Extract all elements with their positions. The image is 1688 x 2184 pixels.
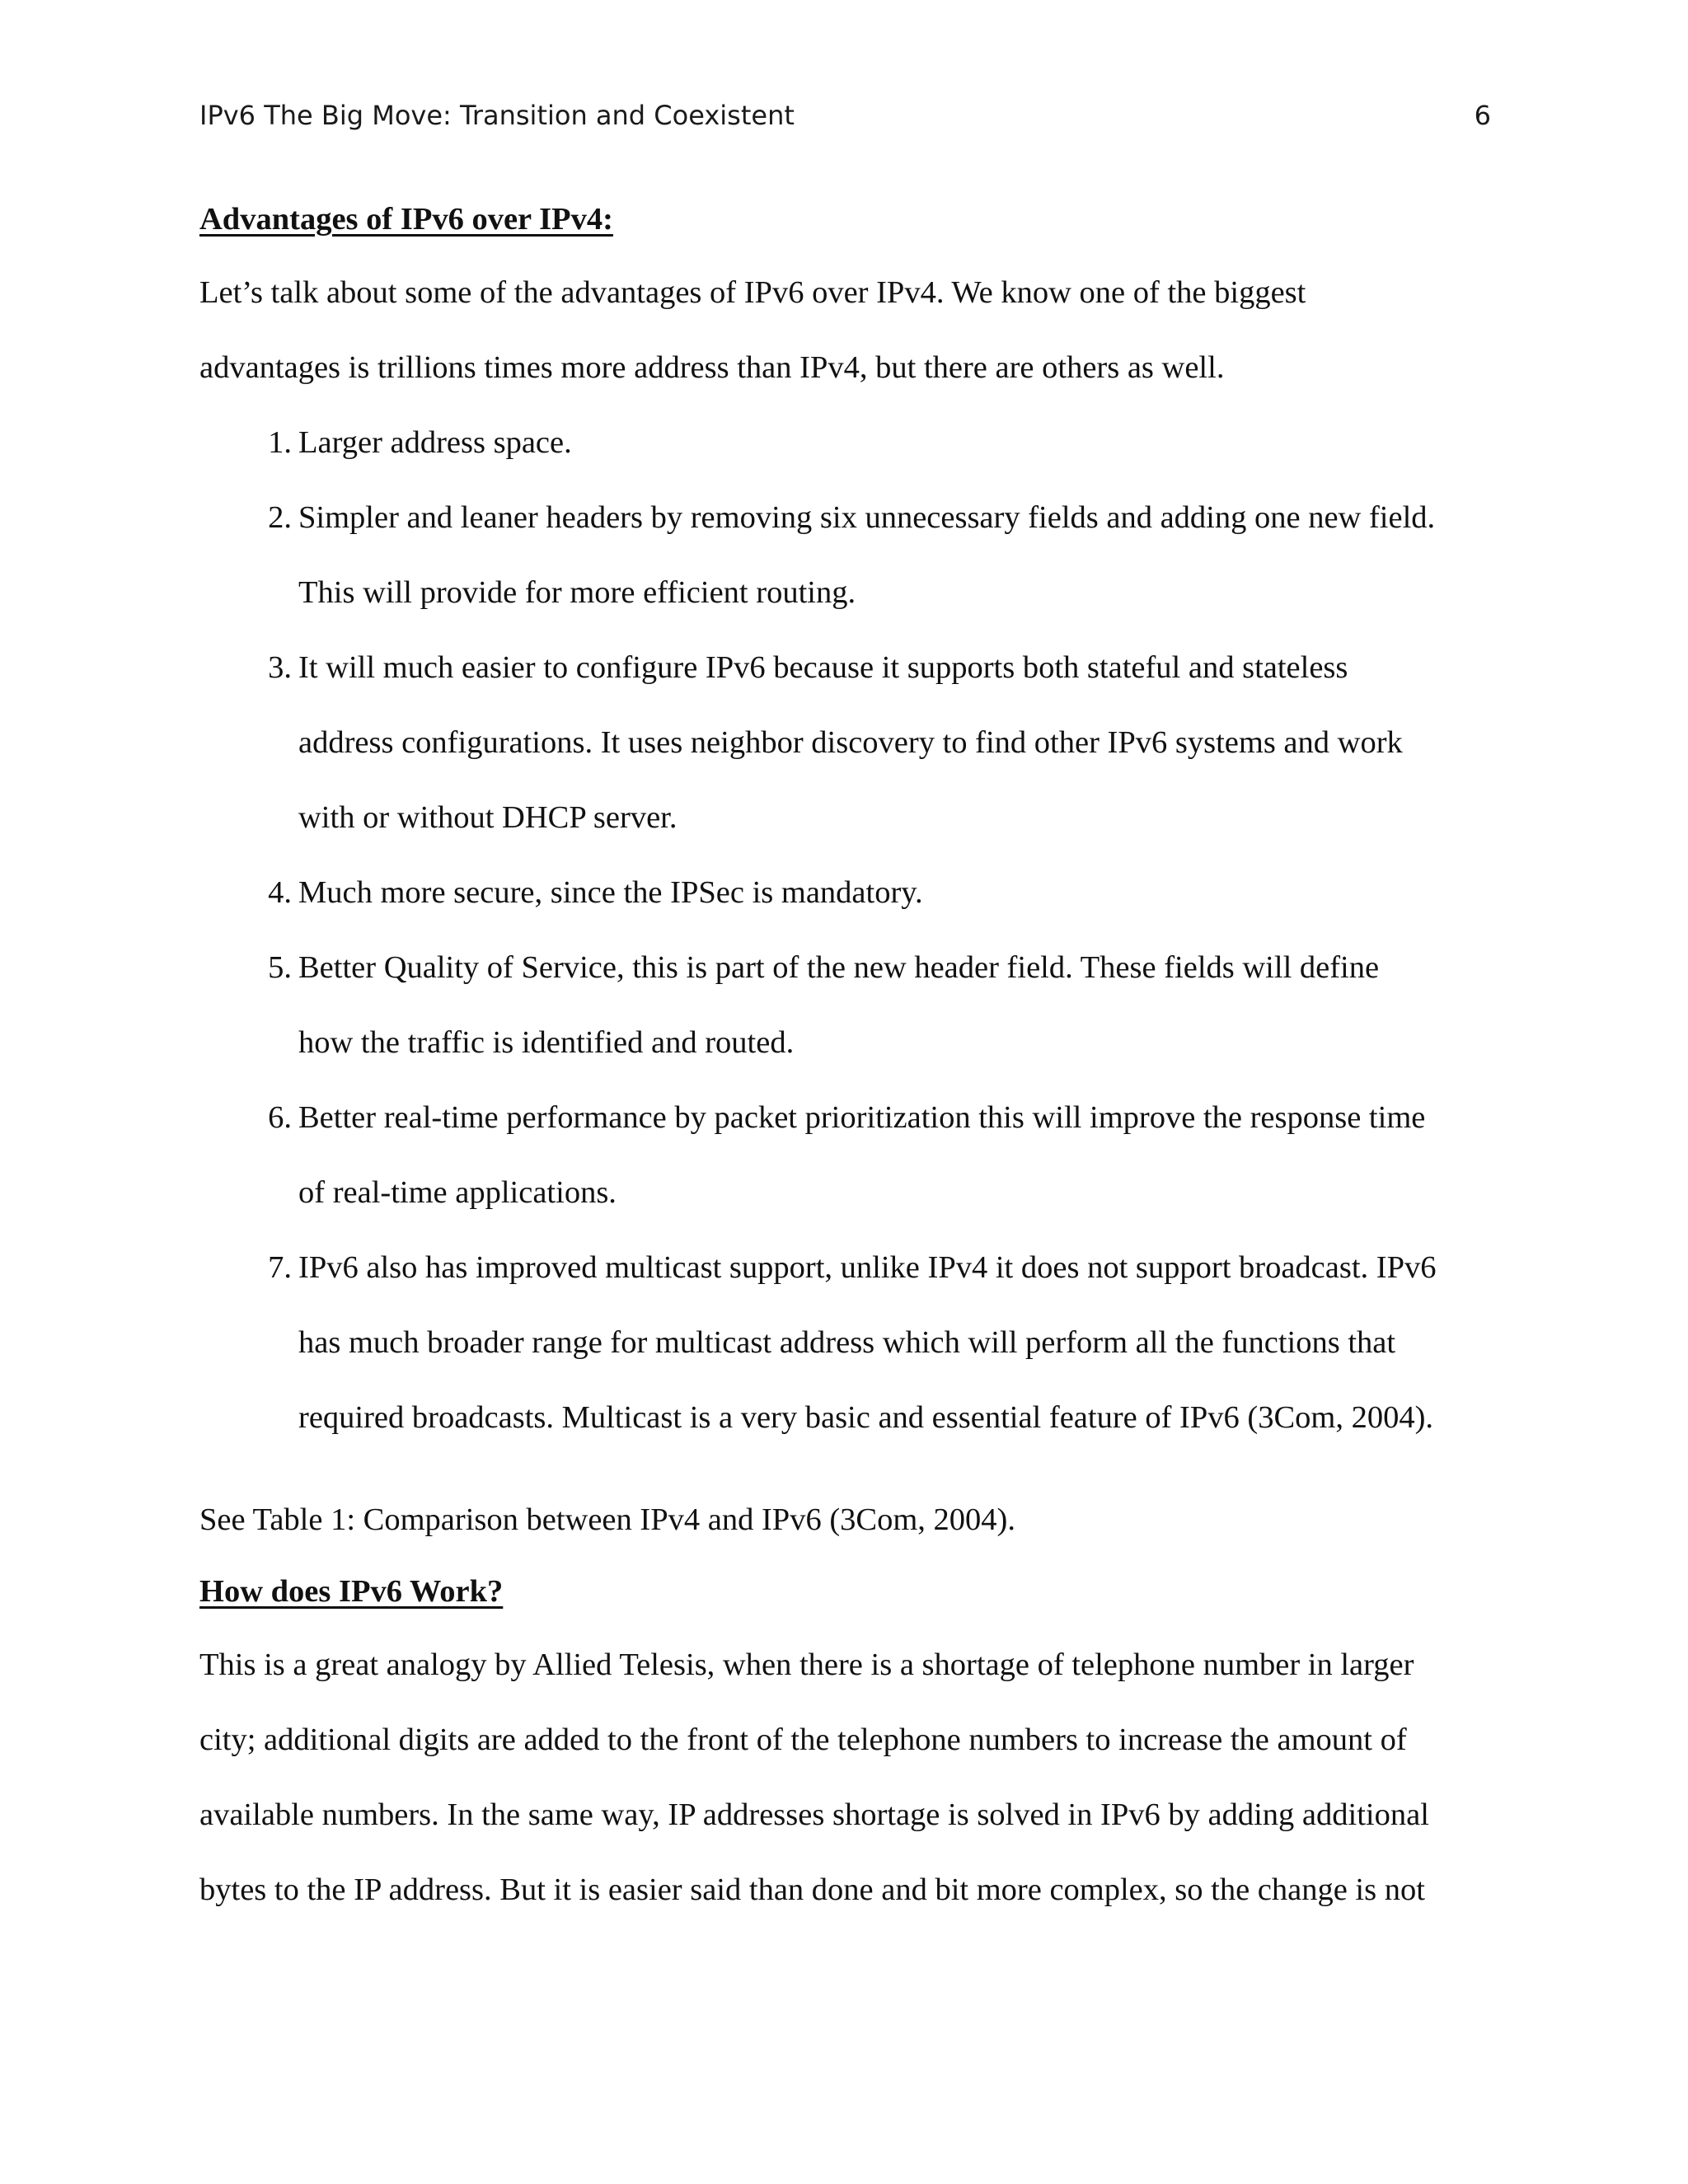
list-item-text: It will much easier to configure IPv6 because it supports both stateful and stateless [298, 650, 1348, 685]
list-item-number: 6. [268, 1100, 292, 1135]
list-item-text: required broadcasts. Multicast is a very basic and essential feature of IPv6 (3Com, 2004). [298, 1400, 1434, 1435]
list-item-text: with or without DHCP server. [298, 800, 678, 835]
list-item-number: 3. [268, 650, 292, 685]
list-item-text: Larger address space. [298, 425, 572, 460]
section-heading-how-ipv6-works: How does IPv6 Work? [199, 1574, 504, 1609]
list-item-number: 5. [268, 950, 292, 985]
running-header [199, 96, 1491, 135]
table-reference: See Table 1: Comparison between IPv4 and IPv6 (3Com, 2004). [199, 1502, 1015, 1537]
list-item-text: Better real-time performance by packet prioritization this will improve the response time [298, 1100, 1426, 1135]
paragraph-line: This is a great analogy by Allied Telesis, when there is a shortage of telephone number in larger [199, 1647, 1414, 1682]
paragraph-line: available numbers. In the same way, IP addresses shortage is solved in IPv6 by adding additional [199, 1797, 1429, 1832]
list-item-number: 1. [268, 425, 292, 460]
list-item-number: 4. [268, 875, 292, 910]
list-item-text: of real-time applications. [298, 1175, 617, 1210]
list-item-text: This will provide for more efficient routing. [298, 575, 856, 610]
list-item-text: Much more secure, since the IPSec is mandatory. [298, 875, 923, 910]
list-item-text: how the traffic is identified and routed. [298, 1025, 795, 1060]
section-heading-advantages: Advantages of IPv6 over IPv4: [199, 202, 613, 237]
list-item-text: IPv6 also has improved multicast support, unlike IPv4 it does not support broadcast. IPv6 [298, 1250, 1437, 1285]
list-item-number: 7. [268, 1250, 292, 1285]
list-item-text: address configurations. It uses neighbor discovery to find other IPv6 systems and work [298, 725, 1403, 760]
list-item-text: Better Quality of Service, this is part of the new header field. These fields will define [298, 950, 1380, 985]
page-number: 6 [1474, 100, 1491, 131]
list-item-text: Simpler and leaner headers by removing six unnecessary fields and adding one new field. [298, 500, 1436, 535]
list-item-text: has much broader range for multicast address which will perform all the functions that [298, 1325, 1396, 1360]
list-item-number: 2. [268, 500, 292, 535]
intro-line: advantages is trillions times more address than IPv4, but there are others as well. [199, 350, 1225, 385]
running-title: IPv6 The Big Move: Transition and Coexistent [199, 100, 795, 131]
paragraph-line: city; additional digits are added to the front of the telephone numbers to increase the amount of [199, 1722, 1407, 1757]
paragraph-line: bytes to the IP address. But it is easier said than done and bit more complex, so the change is not [199, 1872, 1425, 1907]
intro-line: Let’s talk about some of the advantages of IPv6 over IPv4. We know one of the biggest [199, 275, 1306, 310]
